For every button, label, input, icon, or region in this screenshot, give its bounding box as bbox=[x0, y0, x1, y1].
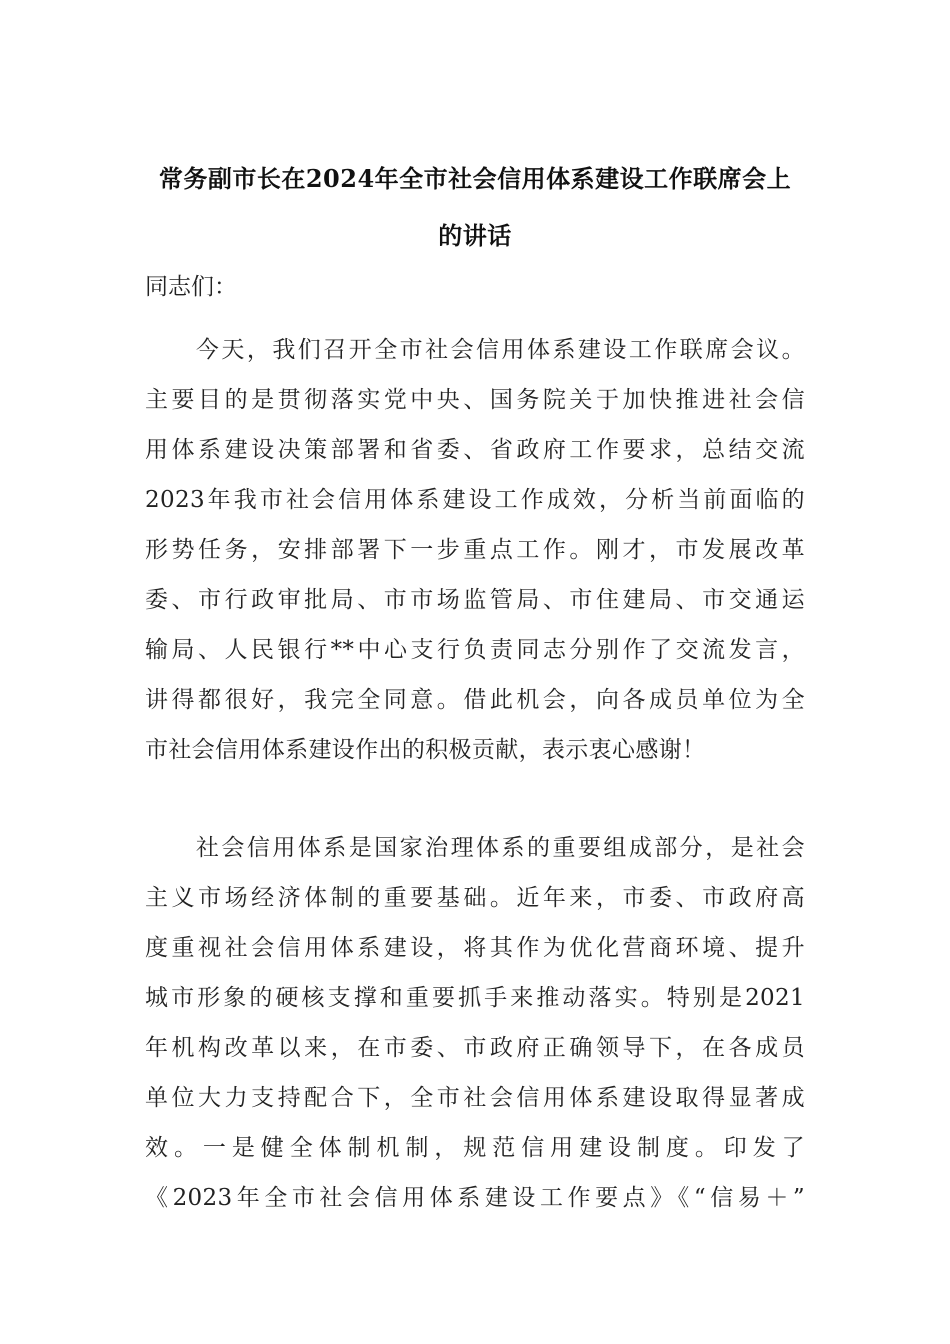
paragraph-line: 委、市行政审批局、市市场监管局、市住建局、市交通运 bbox=[145, 587, 805, 613]
paragraph-line: 主义市场经济体制的重要基础。近年来，市委、市政府高 bbox=[145, 885, 805, 911]
paragraph-line: 用体系建设决策部署和省委、省政府工作要求，总结交流 bbox=[145, 437, 805, 463]
paragraph-line: 效。一是健全体制机制，规范信用建设制度。印发了 bbox=[145, 1135, 805, 1161]
paragraph-line: 主要目的是贯彻落实党中央、国务院关于加快推进社会信 bbox=[145, 387, 805, 413]
paragraph-line: 输局、人民银行**中心支行负责同志分别作了交流发言， bbox=[145, 637, 805, 663]
paragraph-line: 城市形象的硬核支撑和重要抓手来推动落实。特别是2021 bbox=[145, 985, 805, 1011]
paragraph-line: 《2023年全市社会信用体系建设工作要点》《“信易＋” bbox=[145, 1185, 805, 1211]
paragraph-line: 今天，我们召开全市社会信用体系建设工作联席会议。 bbox=[145, 337, 805, 363]
paragraph-1 bbox=[145, 325, 805, 775]
paragraph-line: 单位大力支持配合下，全市社会信用体系建设取得显著成 bbox=[145, 1085, 805, 1111]
title-line-1: 常务副市长在2024年全市社会信用体系建设工作联席会上 bbox=[158, 164, 792, 193]
paragraph-line: 年机构改革以来，在市委、市政府正确领导下，在各成员 bbox=[145, 1035, 805, 1061]
paragraph-line: 社会信用体系是国家治理体系的重要组成部分，是社会 bbox=[145, 835, 805, 861]
paragraph-line: 2023年我市社会信用体系建设工作成效，分析当前面临的 bbox=[145, 487, 805, 513]
salutation: 同志们： bbox=[145, 274, 237, 300]
paragraph-line: 市社会信用体系建设作出的积极贡献，表示衷心感谢！ bbox=[145, 737, 706, 763]
paragraph-2 bbox=[145, 823, 805, 1223]
paragraph-line: 讲得都很好，我完全同意。借此机会，向各成员单位为全 bbox=[145, 687, 805, 713]
page-title bbox=[145, 150, 805, 264]
paragraph-line: 度重视社会信用体系建设，将其作为优化营商环境、提升 bbox=[145, 935, 805, 961]
title-line-2: 的讲话 bbox=[438, 221, 512, 250]
paragraph-line: 形势任务，安排部署下一步重点工作。刚才，市发展改革 bbox=[145, 537, 805, 563]
